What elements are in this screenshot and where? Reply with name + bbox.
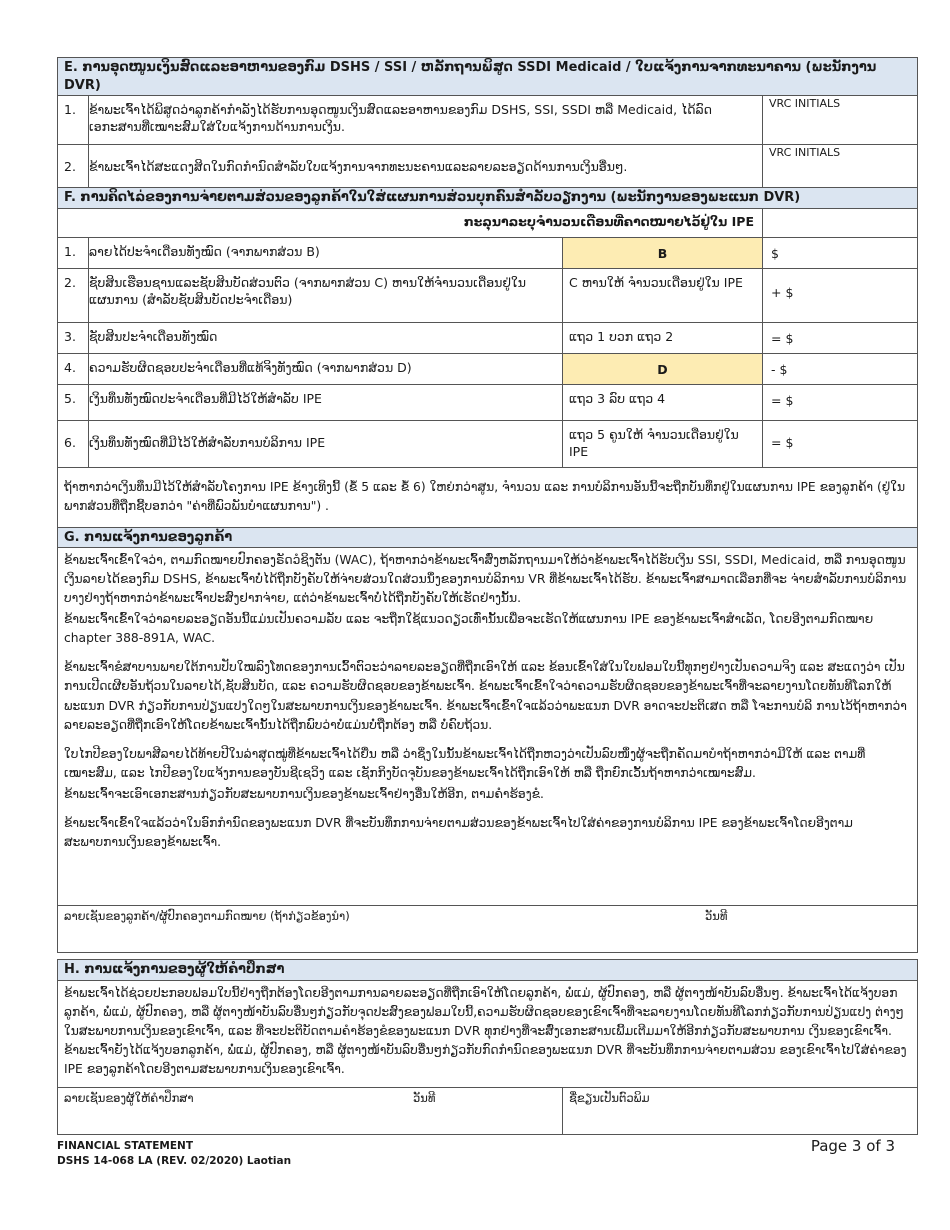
f-row3-number: 3. bbox=[58, 322, 89, 353]
section-e-header: E. ການອຸດໜູນເງິນສົດແລະອາຫານຂອງກົມ DSHS / SSI / ຫລັກຖານພິສູດ SSDI Medicaid / ໃບແຈ້ງການຈາກທະນາຄານ (ພະນັກງານ DVR) bbox=[58, 58, 918, 96]
f-row3-amount-field[interactable]: = $ bbox=[763, 322, 918, 353]
section-g-header: G. ການແຈ້ງການຂອງລູກຄ້າ bbox=[58, 527, 918, 548]
f-row6-label: ເງິນທຶນທັງໝົດທີ່ມີໄວ້ໃຫ້ສຳລັບການບໍລິການ IPE bbox=[89, 420, 563, 467]
f-row5-label: ເງິນທຶນທັງໝົດປະຈຳເດືອນທີ່ມີໄວ້ໃຫ້ສຳລັບ IPE bbox=[89, 384, 563, 420]
section-h bbox=[57, 959, 918, 1135]
section-g bbox=[57, 527, 918, 954]
e-item1-number: 1. bbox=[58, 96, 89, 145]
f-row2-amount-field[interactable]: + $ bbox=[763, 268, 918, 322]
section-e bbox=[57, 57, 918, 188]
f-row4-source: D bbox=[563, 353, 763, 384]
months-in-ipe-field[interactable] bbox=[763, 208, 918, 237]
g-paragraph-3: ໃບໄກປີຂອງໃບພາສີລາຍໄດ້ທ້າຍປີໃນລ່າສຸດໝູ່ທີ່ຂ້າພະເຈົ້າໄດ້ຍື່ນ ຫລື ວ່າຊິ່ງໃນນັ້ນຂ້າພະເຈົ້າໄດ້ຖືກຫວງວ່າເປັນລົບໜຶ່ງຜູ້ຈະຖືກຄັດມາບຳຖ້າຫາກວ່າມີໃຫ້ ແລະ ຕາມທີ່ເໝາະສົມ, ແລະ ໄກປີຂອງໃບແຈ້ງການຂອງບັນຊີເຊວິງ ແລະ ເຊັກກິງບັດຈຸບັນຂອງຂ້າພະເຈົ້າໄດ້ຖືກເອົາໃຫ້ ຫລື ຖືກຍົກເວັ້ນຖ້າຫາກວ່າເໝາະສົມ. bbox=[64, 746, 866, 780]
g-paragraph-1b: ຂ້າພະເຈົ້າເຂົ້າໃຈວ່າລາຍລະອຽດອັນນີ້ແມ່ນເປັນຄວາມລັບ ແລະ ຈະຖືກໃຊ້ແນວດຽວເທົ່ານັ້ນເພື່ອຈະເຮັດໃຫ້ແຜນການ IPE ຂອງຂ້າພະເຈົ້າສຳເລັດ, ໂດຍອີງຕາມກົດໝາຍ chapter 388-891A, WAC. bbox=[64, 612, 874, 646]
page-number: Page 3 of 3 bbox=[810, 1137, 895, 1155]
section-h-header: H. ການແຈ້ງການຂອງຜູ້ໃຫ້ຄຳປຶກສາ bbox=[58, 960, 918, 981]
months-in-ipe-label: ກະລຸນາລະບຸຈຳນວນເດືອນທີ່ຄາດໝາຍໄວ້ຢູ່ໃນ IPE bbox=[58, 208, 763, 237]
section-f-header: F. ການຄິດໄລ່ຂອງການຈ່າຍຕາມສ່ວນຂອງລູກຄ້າໃນໃສ່ແຜນການສ່ວນບຸກຄົນສຳລັບວຽກງານ (ພະນັກງານຂອງພະແນກ DVR) bbox=[58, 188, 918, 209]
counselor-declaration-text: ຂ້າພະເຈົ້າໄດ້ຊ່ວຍປະກອບຟອມໃບນີ້ຢ່າງຖືກຕ້ອງໂດຍອີງຕາມການລາຍລະອຽດທີ່ຖືກເອົາໃຫ້ໂດຍລູກຄ້າ, ພໍ່ແມ່, ຜູ້ປົກຄອງ, ຫລື ຜູ້ຕາງໜ້າບັນລົບອື່ນໆ. ຂ້າພະເຈົ້າໄດ້ແຈ້ງບອກ ລູກຄ້າ, ພໍ່ແມ່, ຜູ້ປົກຄອງ, ຫລື ຜູ້ຕາງໜ້າບັນລົບອື່ນໆກ່ຽວກັບຈຸດປະສົງຂອງຟອມໃບນີ້,ຄວາມຮັບຜິດຊອບຂອງເຂົາເຈົ້າທີ່ຈະລາຍງານໂດຍທັນທີໂລກກ່ຽວກັບການປ່ຽນແປງ ຕ່າງໆໃນສະພາບການເງິນຂອງເຂົາເຈົ້າ, ແລະ ທີ່ຈະປະຕິບັດຕາມຄຳຮ້ອງຂໍຂອງພະແນກ DVR ທຸກຢ່າງທີ່ຈະສົ່ງເອກະສານເພີ້ມເຕີມມາໃຫ້ອີກກ່ຽວກັບສະພາບການ ເງິນຂອງເຂົາເຈົ້າ. ຂ້າພະເຈົ້າຍັງໄດ້ແຈ້ງບອກລູກຄ້າ, ພໍ່ແມ່, ຜູ້ປົກຄອງ, ຫລື ຜູ້ຕາງໜ້າບັນລົບອື່ນໆກ່ຽວກັບກົດກຳນົດຂອງພະແນກ DVR ທີ່ຈະບັນທຶກການຈ່າຍຕາມສ່ວນ ຂອງເຂົາເຈົ້າໄປໃສ່ຄ່າຂອງ IPE ຂອງລູກຄ້າໂດຍອີງຕາມສະພາບການເງິນຂອງເຂົາເຈົ້າ. bbox=[58, 980, 918, 1087]
form-id: DSHS 14-068 LA (REV. 02/2020) Laotian bbox=[57, 1155, 292, 1167]
e-item1-text: ຂ້າພະເຈົ້າໄດ້ພິສູດວ່າລູກຄ້າກຳລັງໄດ້ຮັບການອຸດໜູນເງິນສົດແລະອາຫານຂອງກົມ DSHS, SSI, SSDI ຫລື Medicaid, ໄດ້ລົດ ເອກະສານທີ່ເໝາະສົມໃສ່ໃບແຈ້ງການດ້ານການເງິນ. bbox=[89, 96, 763, 145]
f-row5-number: 5. bbox=[58, 384, 89, 420]
g-paragraph-4: ຂ້າພະເຈົ້າເຂົ້າໃຈແລ້ວວ່າໃນອົກກຳນົດຂອງພະແນກ DVR ທີ່ຈະບັນທຶກການຈ່າຍຕາມສ່ວນຂອງຂ້າພະເຈົ້າໄປໃສ່ຄ່າຂອງການບໍລິການ IPE ຂອງຂ້າພະເຈົ້າໂດຍອີງຕາມ ສະພາບການເງິນຂອງຂ້າພະເຈົ້າ. bbox=[64, 815, 853, 849]
f-row1-source: B bbox=[563, 237, 763, 268]
form-title: FINANCIAL STATEMENT bbox=[57, 1140, 193, 1152]
e-item2-text: ຂ້າພະເຈົ້າໄດ້ສະແດງສິດໃນກົດກຳນົດສຳລັບໃບແຈ້ງການຈາກທະນະຄານແລະລາຍລະອຽດດ້ານການເງິນອື່ນໆ. bbox=[89, 145, 763, 188]
g-paragraph-1: ຂ້າພະເຈົ້າເຂົ້າໃຈວ່າ, ຕາມກົດໝາຍປົກຄອງຣັດວໍຊິງຕັນ (WAC), ຖ້າຫາກວ່າຂ້າພະເຈົ້າສົ່ງຫລັກຖານມາໃຫ້ວ່າຂ້າພະເຈົ້າໄດ້ຮັບເງິນ SSI, SSDI, Medicaid, ຫລື ການອຸດໜູນເງິນລາຍໄດ້ຂອງກົມ DSHS, ຂ້າພະເຈົ້າບໍ່ໄດ້ຖືກບັງຄັບໃຫ້ຈ່າຍສ່ວນໃດສ່ວນນຶ່ງຂອງການບໍລິການ VR ທີ່ຂ້າພະເຈົ້າໄດ້ຮັບ. ຂ້າພະເຈົ້າສາມາດເລືອກທີ່ຈະ ຈ່າຍສຳລັບການບໍລິການບາງຢ່າງຖ້າຫາກວ່າຂ້າພະເຈົ້າປະສົງຢາກຈ່າຍ, ແຕ່ວ່າຂ້າພະເຈົ້າບໍ່ໄດ້ຖືກບັງຄັບໃຫ້ເຮັດຢ່າງນັ້ນ. bbox=[64, 553, 907, 606]
f-row2-formula: C ຫານໃຫ້ ຈຳນວນເດືອນຢູ່ໃນ IPE bbox=[563, 268, 763, 322]
g-paragraph-3b: ຂ້າພະເຈົ້າຈະເອົາເອກະສານກ່ຽວກັບສະພາບການເງິນຂອງຂ້າພະເຈົ້າຢ່າງອື່ນໃຫ້ອີກ, ຕາມຄຳຮ້ອງຂໍ. bbox=[64, 786, 544, 801]
f-row6-formula: ແຖວ 5 ຄູນໃຫ້ ຈຳນວນເດືອນຢູ່ໃນ IPE bbox=[563, 420, 763, 467]
f-row2-number: 2. bbox=[58, 268, 89, 322]
client-signature-field[interactable] bbox=[58, 906, 918, 953]
e-item2-number: 2. bbox=[58, 145, 89, 188]
f-row1-amount-field[interactable]: $ bbox=[763, 237, 918, 268]
f-row6-number: 6. bbox=[58, 420, 89, 467]
g-paragraph-2: ຂ້າພະເຈົ້າຂໍສາບານພາຍໃຕ້ການປັບໃໝລົງໂທດຂອງການເວົ້າຕົວະວ່າລາຍລະອຽດທີ່ຖືກເອົາໃຫ້ ແລະ ຂ້ອນເຂົ້າໃສ່ໃນໃບຟອມໃບນີ້ທຸກໆຢ່າງເປັນຄວາມຈິງ ແລະ ສະແດງວ່າ ເປັນການເປີດເຜີຍອັນຖ້ວນໃນລາຍໄດ້,ຊັບສິນບັດ, ແລະ ຄວາມຮັບຜິດຊອບຂອງຂ້າພະເຈົ້າ. ຂ້າພະເຈົ້າເຂົ້າໃຈວ່າຄວາມຮັບຜິດຊອບຂອງຂ້າພະເຈົ້າທີ່ຈະລາຍງານໂດຍທັນທີໂລກໃຫ້ ພະແນກ DVR ກ່ຽວກັບການປ່ຽນແປງໃດໆໃນສະພາບການເງິນຂອງຂ້າພະເຈົ້າ. ຂ້າພະເຈົ້າເຂົ້າໃຈແລ້ວວ່າພະແນກ DVR ອາດຈະປະຕິເສດ ຫລື ໂຈະການບໍລິ ການໄວ້ຖ້າຫາກວ່າລາຍລະອຽດທີ່ຖືກເອົາໃຫ້ໂດຍຂ້າພະເຈົ້ານັ້ນໄດ້ຖືກພົບວ່າບໍ່ແມ່ນບໍ່ຖືກຕ້ອງ ຫລື ບໍ່ຄົບຖ້ວນ. bbox=[64, 660, 907, 732]
counselor-printed-name-field[interactable] bbox=[563, 1087, 918, 1134]
f-row1-number: 1. bbox=[58, 237, 89, 268]
f-note: ຖ້າຫາກວ່າເງິນທຶນມີໄວ້ໃຫ້ສຳລັບໂຄງການ IPE ຂ້າງເທິງນີ້ (ຂໍ້ 5 ແລະ ຂໍ້ 6) ໃຫຍ່ກວ່າສູນ, ຈຳນວນ ແລະ ການບໍລິການອັນນີ້ຈະຖືກບັນທຶກຢູ່ໃນແຜນການ IPE ຂອງລູກຄ້າ (ຢູ່ໃນພາກສ່ວນທີ່ຖືກຊີ້ບອກວ່າ "ຄ່າທີ່ພົວພັນບຳແຜນການ") . bbox=[58, 467, 918, 527]
f-row3-formula: ແຖວ 1 ບວກ ແຖວ 2 bbox=[563, 322, 763, 353]
f-row1-label: ລາຍໄດ້ປະຈຳເດືອນທັງໝົດ (ຈາກພາກສ່ວນ B) bbox=[89, 237, 563, 268]
counselor-signature-field[interactable] bbox=[58, 1087, 563, 1134]
counselor-printed-name-label: ຊື່ຂຽນເປັນຕົວພິມ bbox=[569, 1090, 650, 1105]
f-row3-label: ຊັບສິນປະຈຳເດືອນທັງໝົດ bbox=[89, 322, 563, 353]
counselor-signature-label: ລາຍເຊັນຂອງຜູ້ໃຫ້ຄຳປຶກສາ bbox=[64, 1090, 194, 1105]
f-row5-amount-field[interactable]: = $ bbox=[763, 384, 918, 420]
f-row4-label: ຄວາມຮັບຜິດຊອບປະຈຳເດືອນທີ່ແທ້ຈິງທັງໝົດ (ຈາກພາກສ່ວນ D) bbox=[89, 353, 563, 384]
client-declaration-text bbox=[58, 548, 918, 906]
section-f bbox=[57, 187, 918, 528]
f-row4-amount-field[interactable]: - $ bbox=[763, 353, 918, 384]
counselor-date-label: ວັນທີ bbox=[413, 1090, 436, 1105]
f-row2-label: ຊັບສິນເຮືອນຊານແລະຊັບສິນບັດສ່ວນຕົວ (ຈາກພາກສ່ວນ C) ຫານໃຫ້ຈຳນວນເດືອນຢູ່ໃນແຜນການ (ສຳລັບຊັບສິນບັດປະຈຳເດືອນ) bbox=[89, 268, 563, 322]
f-row6-amount-field[interactable]: = $ bbox=[763, 420, 918, 467]
e-item1-initials-field[interactable]: VRC INITIALS bbox=[763, 96, 918, 145]
e-item2-initials-field[interactable]: VRC INITIALS bbox=[763, 145, 918, 188]
client-date-label: ວັນທີ bbox=[705, 909, 728, 924]
f-row5-formula: ແຖວ 3 ລົບ ແຖວ 4 bbox=[563, 384, 763, 420]
form-page bbox=[57, 57, 917, 1135]
f-row4-number: 4. bbox=[58, 353, 89, 384]
client-signature-label: ລາຍເຊັນຂອງລູກຄ້າ/ຜູ້ປົກຄອງຕາມກົດໝາຍ (ຖ້າກ່ຽວຂ້ອງນຳ) bbox=[64, 909, 350, 924]
page-footer bbox=[57, 1137, 917, 1167]
